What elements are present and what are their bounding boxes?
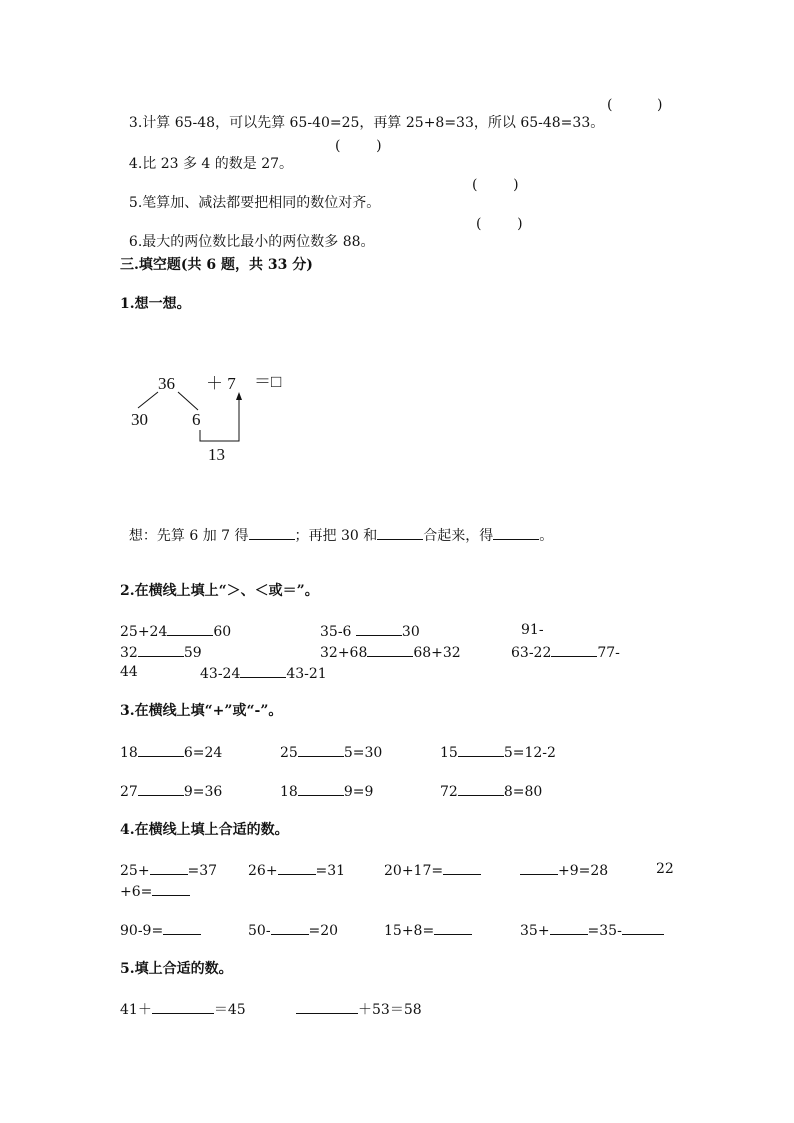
compare-blank[interactable] (138, 642, 184, 657)
number-blank[interactable] (278, 860, 316, 875)
sign-blank[interactable] (298, 742, 344, 757)
section-title: 三.填空题(共 6 题，共 33 分) (120, 257, 313, 273)
fill2-item: 63-22 77- (511, 642, 620, 662)
compare-blank[interactable] (356, 621, 402, 636)
judge-q5-answer[interactable]: ( ) (472, 177, 519, 193)
diagram-branch-left (138, 392, 158, 408)
diagram-plus-seven: ＋ 7 (206, 374, 236, 393)
number-blank[interactable] (434, 920, 472, 935)
fill2-item: 25+24 60 (120, 621, 231, 641)
fill2-item: 43-24 43-21 (200, 663, 327, 683)
sign-blank[interactable] (298, 781, 344, 796)
decompose-diagram (120, 360, 320, 470)
judge-q3 (120, 96, 604, 132)
fill2-item: 91- (521, 622, 544, 638)
sign-blank[interactable] (138, 781, 184, 796)
fill4-title: 4.在横线上填上合适的数。 (120, 822, 289, 838)
compare-blank[interactable] (367, 642, 413, 657)
fill1-sentence: 想：先算 6 加 7 得 ；再把 30 和 合起来，得 。 (120, 507, 553, 545)
diagram-top-number: 36 (158, 374, 175, 393)
fill3-item: 27 9=36 (120, 781, 222, 801)
fill4-item: +9=28 (520, 860, 608, 880)
fill5-item: 41＋ ＝45 (120, 999, 246, 1019)
fill1-title: 1.想一想。 (120, 296, 191, 312)
sign-blank[interactable] (138, 742, 184, 757)
fill5-item: ＋53＝58 (296, 999, 422, 1019)
compare-blank[interactable] (240, 663, 286, 678)
diagram-bottom-number: 13 (208, 445, 225, 464)
blank-result[interactable] (493, 525, 539, 540)
fill4-item: 25+ =37 (120, 860, 217, 880)
sign-blank[interactable] (458, 742, 504, 757)
diagram-branch-right (178, 392, 198, 410)
diagram-bracket (200, 398, 239, 441)
fill3-item: 18 6=24 (120, 742, 222, 762)
fill4-item: 35+ =35- (520, 920, 664, 940)
number-blank[interactable] (443, 860, 481, 875)
number-blank[interactable] (271, 920, 309, 935)
fill2-item: 44 (120, 664, 138, 680)
number-blank[interactable] (520, 860, 558, 875)
diagram-arrow-head (236, 392, 242, 400)
judge-q6 (120, 215, 375, 251)
fill4-item: 50- =20 (248, 920, 338, 940)
judge-q6-text: 6.最大的两位数比最小的两位数多 88。 (128, 234, 375, 250)
number-blank[interactable] (296, 999, 358, 1014)
sign-blank[interactable] (458, 781, 504, 796)
compare-blank[interactable] (551, 642, 597, 657)
judge-q3-answer[interactable]: ( ) (607, 97, 663, 113)
fill2-item: 32+68 68+32 (320, 642, 461, 662)
fill3-title: 3.在横线上填“+”或“-”。 (120, 703, 283, 719)
blank-combine[interactable] (377, 525, 423, 540)
diagram-equals-box: ＝□ (254, 372, 282, 391)
fill3-item: 15 5=12-2 (440, 742, 556, 762)
fill4-item: 20+17= (384, 860, 481, 880)
judge-q4-answer[interactable]: ( ) (335, 138, 382, 154)
number-blank[interactable] (150, 860, 188, 875)
fill2-title: 2.在横线上填上“＞、＜或＝”。 (120, 583, 319, 599)
fill4-item: +6= (120, 881, 190, 901)
fill4-item: 26+ =31 (248, 860, 345, 880)
number-blank[interactable] (152, 881, 190, 896)
number-blank[interactable] (622, 920, 664, 935)
fill4-item: 15+8= (384, 920, 472, 940)
judge-q3-text: 3.计算 65-48，可以先算 65-40=25，再算 25+8=33，所以 65-48=33。 (128, 115, 605, 131)
judge-q6-answer[interactable]: ( ) (476, 216, 523, 232)
judge-q5-text: 5.笔算加、减法都要把相同的数位对齐。 (128, 195, 381, 211)
fill2-item: 35-6 30 (320, 621, 420, 641)
number-blank[interactable] (550, 920, 588, 935)
judge-q4 (120, 137, 293, 173)
fill3-item: 18 9=9 (280, 781, 373, 801)
fill5-title: 5.填上合适的数。 (120, 961, 233, 977)
fill2-item: 32 59 (120, 642, 202, 662)
fill3-item: 25 5=30 (280, 742, 382, 762)
diagram-left-number: 30 (131, 410, 148, 429)
fill4-item: 22 (656, 861, 674, 877)
fill4-item: 90-9= (120, 920, 201, 940)
blank-6-plus-7[interactable] (249, 525, 295, 540)
compare-blank[interactable] (167, 621, 213, 636)
number-blank[interactable] (163, 920, 201, 935)
judge-q5 (120, 176, 380, 212)
judge-q4-text: 4.比 23 多 4 的数是 27。 (128, 156, 294, 172)
number-blank[interactable] (152, 999, 214, 1014)
fill3-item: 72 8=80 (440, 781, 542, 801)
diagram-right-number: 6 (192, 410, 201, 429)
